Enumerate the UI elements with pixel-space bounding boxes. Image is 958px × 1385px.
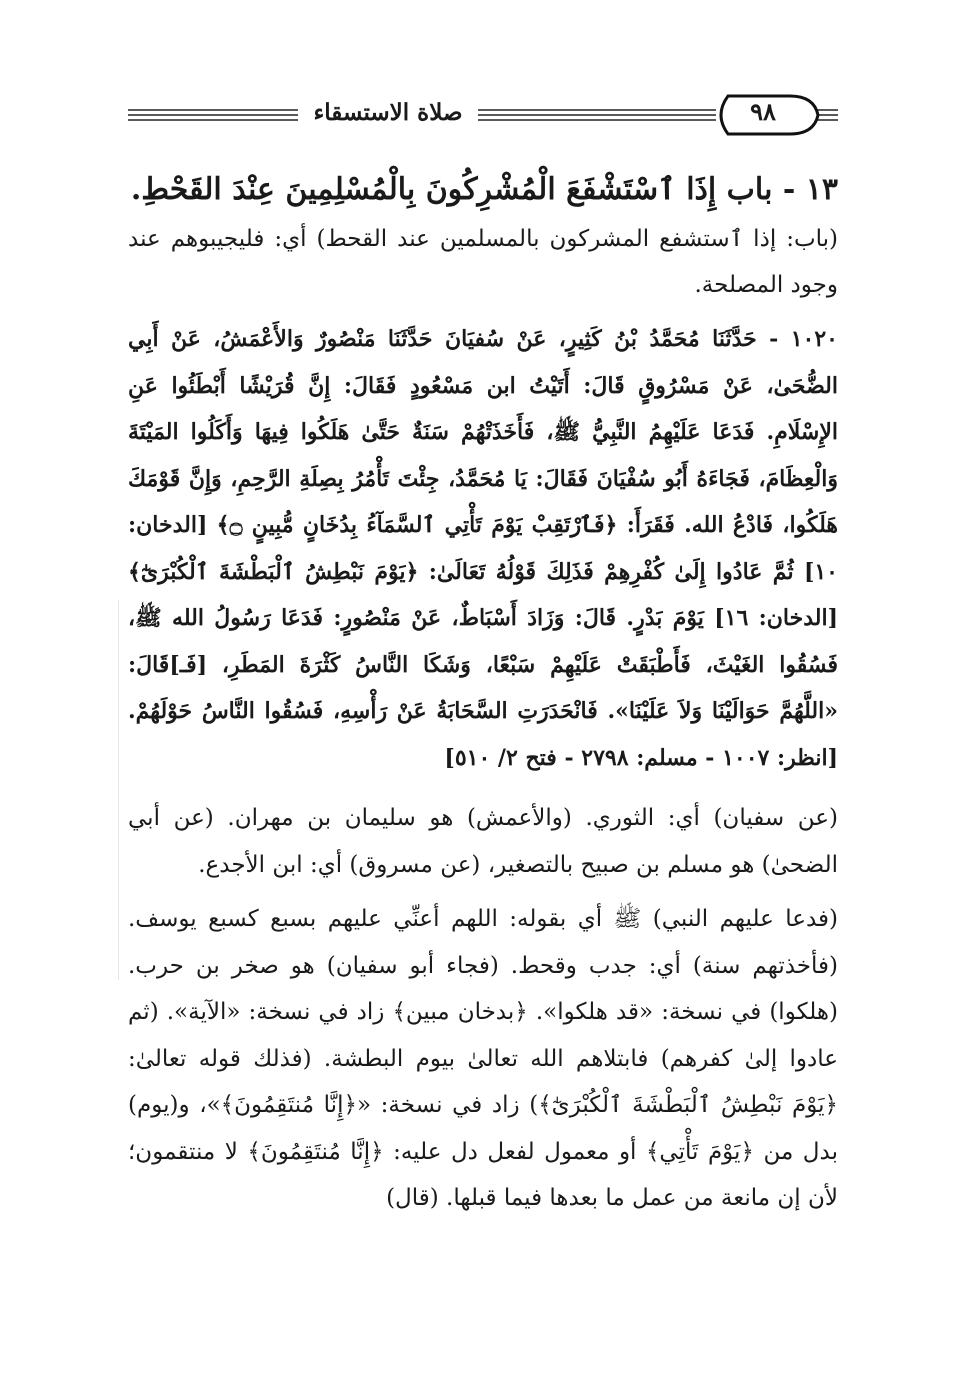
spacer	[128, 888, 838, 896]
scan-margin-line	[118, 600, 119, 980]
page-number: ٩٨	[750, 97, 776, 126]
running-header	[128, 92, 838, 136]
hadith-text: ١٠٢٠ - حَدَّثَنَا مُحَمَّدُ بْنُ كَثِيرٍ، عَنْ سُفيَانَ حَدَّثَنَا مَنْصُورٌ وَالأَعْمَشُ، عَنْ أَبِي الضُّحَىٰ، عَنْ مَسْرُوقٍ قَالَ: أَتَيْتُ ابن مَسْعُودٍ فَقَالَ: إِنَّ قُرَيْشًا أَبْطَئُوا عَنِ الإِسْلَامِ. فَدَعَا عَلَيْهِمُ النَّبِيُّ ﷺ، فَأَخَذَتْهُمْ سَنَةٌ حَتَّىٰ هَلَكُوا فِيهَا وَأَكَلُوا المَيْتَةَ وَالْعِظَامَ، فَجَاءَهُ أَبُو سُفْيَانَ فَقَالَ: يَا مُحَمَّدُ، جِئْتَ تَأْمُرُ بِصِلَةِ الرَّحِمِ، وَإِنَّ قَوْمَكَ هَلَكُوا، فَادْعُ الله. فَقَرَأَ: ﴿فَٱرْتَقِبْ يَوْمَ تَأْتِي ٱلسَّمَآءُ بِدُخَانٍ مُّبِينٍ ۝﴾ [الدخان: ١٠] ثُمَّ عَادُوا إِلَىٰ كُفْرِهِمْ فَذَلِكَ قَوْلُهُ تَعَالَىٰ: ﴿يَوْمَ نَبْطِشُ ٱلْبَطْشَةَ ٱلْكُبْرَىٰٓ﴾ [الدخان: ١٦] يَوْمَ بَدْرٍ. قَالَ: وَزَادَ أَسْبَاطٌ، عَنْ مَنْصُورٍ: فَدَعَا رَسُولُ الله ﷺ، فَسُقُوا الغَيْثَ، فَأَطْبَقَتْ عَلَيْهِمْ سَبْعًا، وَشَكَا النَّاسُ كَثْرَةَ المَطَرِ، [فَـ]قَالَ: «اللَّهُمَّ حَوَالَيْنَا وَلاَ عَلَيْنَا». فَانْحَدَرَتِ السَّحَابَةُ عَنْ رَأْسِهِ، فَسُقُوا النَّاسُ حَوْلَهُمْ. [انظر: ١٠٠٧ - مسلم: ٢٧٩٨ - فتح ٢/ ٥١٠]	[128, 326, 839, 771]
spacer	[128, 308, 838, 316]
spacer	[128, 781, 838, 795]
commentary-paragraph: (فدعا عليهم النبي) ﷺ أي بقوله: اللهم أعنِّي عليهم بسبع كسبع يوسف. (فأخذتهم سنة) أي: جدب وقحط. (فجاء أبو سفيان) هو صخر بن حرب. (هلكوا) في نسخة: «قد هلكوا». ﴿بدخان مبين﴾ زاد في نسخة: «الآية». (ثم عادوا إلىٰ كفرهم) فابتلاهم الله تعالىٰ بيوم البطشة. (فذلك قوله تعالىٰ: ﴿يَوْمَ نَبْطِشُ ٱلْبَطْشَةَ ٱلْكُبْرَىٰٓ﴾) زاد في نسخة: «﴿إِنَّا مُنتَقِمُونَ﴾»، و(يوم) بدل من ﴿يَوْمَ تَأْتِي﴾ أو معمول لفعل دل عليه: ﴿إِنَّا مُنتَقِمُونَ﴾ لا منتقمون؛ لأن إن مانعة من عمل ما بعدها فيما قبلها. (قال)	[128, 906, 838, 1211]
page-body	[128, 168, 838, 1222]
chapter-intro-paragraph: (باب: إذا ٱستشفع المشركون بالمسلمين عند القحط) أي: فليجيبوهم عند وجود المصلحة.	[128, 226, 838, 298]
running-header-title: صلاة الاستسقاء	[298, 98, 478, 128]
commentary-paragraph: (عن سفيان) أي: الثوري. (والأعمش) هو سليمان بن مهران. (عن أبي الضحىٰ) هو مسلم بن صبيح بالتصغير، (عن مسروق) أي: ابن الأجدع.	[128, 805, 838, 878]
chapter-title: ١٣ - باب إِذَا ٱسْتَشْفَعَ الْمُشْرِكُونَ بِالْمُسْلِمِينَ عِنْدَ القَحْطِ.	[130, 172, 838, 207]
